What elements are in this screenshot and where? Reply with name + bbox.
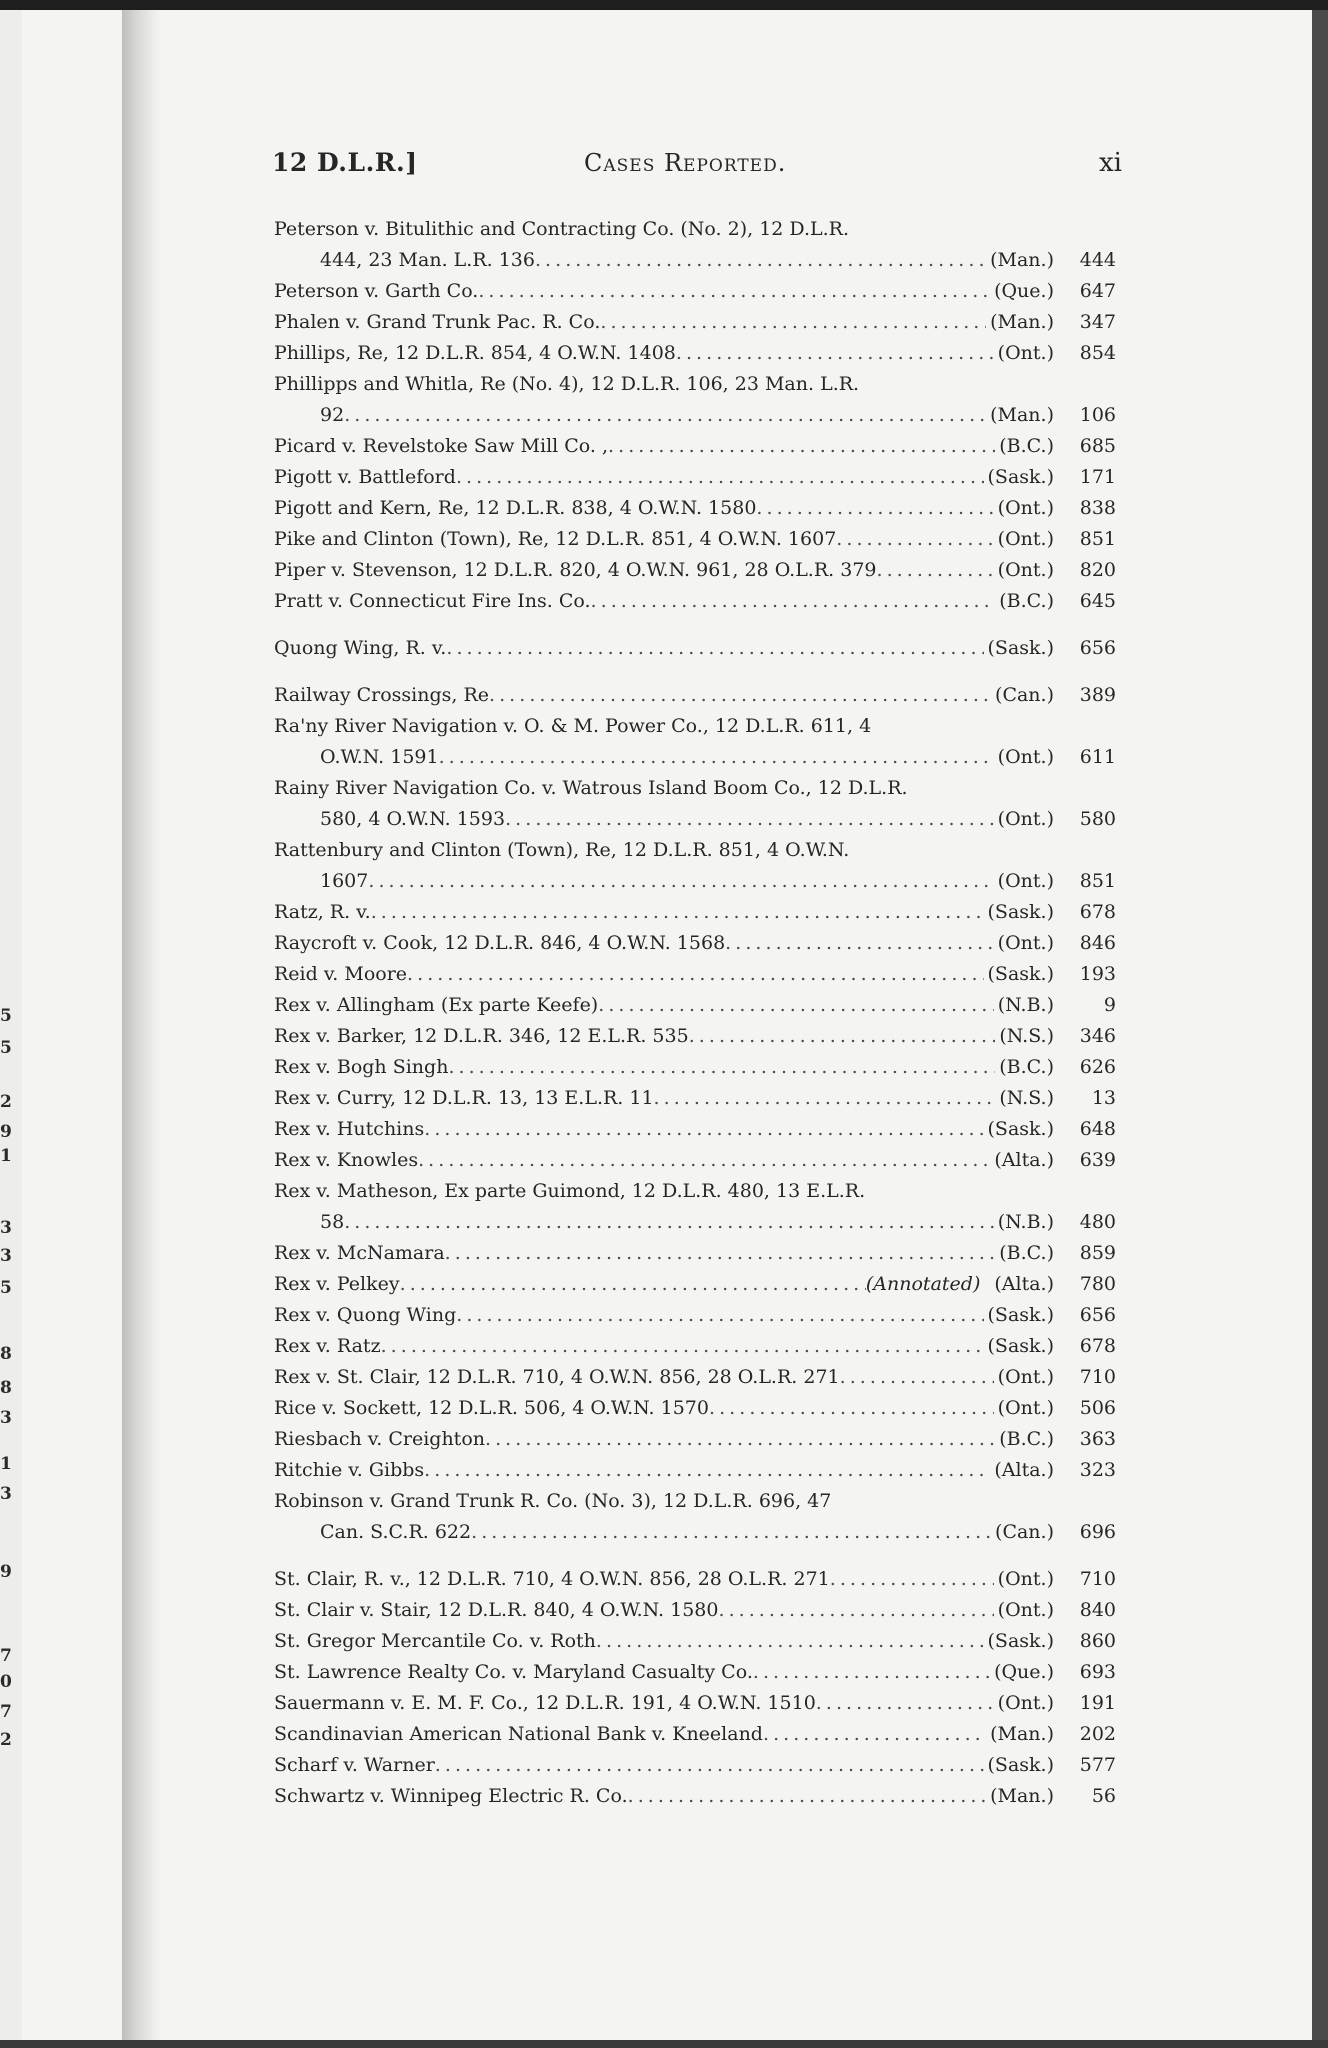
- case-title-line: Rattenbury and Clinton (Town), Re, 12 D.L.R. 851, 4 O.W.N.: [274, 839, 850, 861]
- court-label: (Can.): [995, 684, 1054, 706]
- court-label: (Ont.): [997, 746, 1054, 768]
- court-label: (Sask.): [987, 637, 1054, 659]
- case-page-number: 678: [1079, 901, 1116, 923]
- case-name: Schwartz v. Winnipeg Electric R. Co.: [274, 1785, 628, 1807]
- scan-right-edge: [1312, 10, 1328, 2040]
- dot-leader: [368, 866, 993, 897]
- case-page-number: 577: [1079, 1754, 1116, 1776]
- case-page-number: 106: [1079, 404, 1116, 426]
- case-name: St. Lawrence Realty Co. v. Maryland Casualty Co.: [274, 1661, 753, 1683]
- court-label: (Sask.): [987, 1335, 1054, 1357]
- dot-leader: [505, 804, 994, 835]
- case-page-number: 820: [1079, 559, 1116, 581]
- court-label: (Ont.): [997, 342, 1054, 364]
- court-label: (Ont.): [997, 1397, 1054, 1419]
- dot-leader: [439, 742, 994, 773]
- case-name: Rex v. Barker, 12 D.L.R. 346, 12 E.L.R. 535: [274, 1025, 689, 1047]
- case-name: Rice v. Sockett, 12 D.L.R. 506, 4 O.W.N. 1570: [274, 1397, 709, 1419]
- dot-leader: [600, 307, 986, 338]
- case-citation-line: [274, 680, 1116, 711]
- dot-leader: [591, 586, 996, 617]
- dot-leader: [598, 990, 993, 1021]
- court-label: (Ont.): [997, 559, 1054, 581]
- case-page-number: 851: [1079, 870, 1116, 892]
- case-page-number: 696: [1079, 1521, 1116, 1543]
- case-title-line: Peterson v. Bitulithic and Contracting Co. (No. 2), 12 D.L.R.: [274, 218, 850, 240]
- case-page-number: 56: [1091, 1785, 1116, 1807]
- case-entry: [274, 835, 1116, 897]
- court-label: (Ont.): [997, 808, 1054, 830]
- case-title-line: Ra'ny River Navigation v. O. & M. Power Co., 12 D.L.R. 611, 4: [274, 715, 872, 737]
- case-citation-line: [274, 1083, 1116, 1114]
- case-entry: [274, 1331, 1116, 1362]
- court-label: (B.C.): [999, 435, 1054, 457]
- case-citation-line: [274, 959, 1116, 990]
- case-entry: [274, 928, 1116, 959]
- court-label: (Que.): [994, 1661, 1054, 1683]
- case-entry: [274, 1626, 1116, 1657]
- margin-digit: 5: [0, 1006, 12, 1026]
- dot-leader: [448, 1052, 995, 1083]
- case-entry: [274, 680, 1116, 711]
- dot-leader: [471, 1517, 991, 1548]
- case-entry: [274, 431, 1116, 462]
- margin-digit: 8: [0, 1378, 12, 1398]
- margin-digit: 0: [0, 1672, 12, 1692]
- case-page-number: 647: [1079, 280, 1116, 302]
- margin-digit: 9: [0, 1122, 12, 1142]
- case-citation-line: [274, 1424, 1116, 1455]
- case-name: Rex v. McNamara: [274, 1242, 445, 1264]
- margin-digit: 8: [0, 1344, 12, 1364]
- case-entry: [274, 214, 1116, 276]
- case-page-number: 444: [1079, 249, 1116, 271]
- case-page-number: 171: [1079, 466, 1116, 488]
- case-citation-line: [274, 1719, 1116, 1750]
- case-citation-line: [274, 1300, 1116, 1331]
- case-name: Scharf v. Warner: [274, 1754, 435, 1776]
- dot-leader: [446, 633, 983, 664]
- case-title-line: Rainy River Navigation Co. v. Watrous Island Boom Co., 12 D.L.R.: [274, 777, 908, 799]
- margin-digit: 5: [0, 1278, 12, 1298]
- case-citation-line: [274, 1781, 1116, 1812]
- case-page-number: 626: [1079, 1056, 1116, 1078]
- case-citation-line: [274, 742, 1116, 773]
- court-label: (Sask.): [987, 1118, 1054, 1140]
- case-citation-line: [274, 1688, 1116, 1719]
- court-label: (N.B.): [997, 1211, 1054, 1233]
- margin-digit: 3: [0, 1484, 12, 1504]
- dot-leader: [489, 680, 991, 711]
- dot-leader: [718, 1595, 993, 1626]
- case-entry: [274, 1781, 1116, 1812]
- case-entry: [274, 990, 1116, 1021]
- court-label: (N.S.): [999, 1025, 1054, 1047]
- case-entry: [274, 1238, 1116, 1269]
- case-page-number: 656: [1079, 1304, 1116, 1326]
- case-name: Rex v. Allingham (Ex parte Keefe): [274, 994, 599, 1016]
- case-page-number: 860: [1079, 1630, 1116, 1652]
- case-citation-line: [274, 1269, 1116, 1300]
- court-label: (Alta.): [994, 1149, 1054, 1171]
- case-entry: [274, 711, 1116, 773]
- case-name: Rex v. Quong Wing: [274, 1304, 457, 1326]
- case-page-number: 13: [1091, 1087, 1116, 1109]
- court-label: (Ont.): [997, 1692, 1054, 1714]
- case-name: Rex v. Bogh Singh: [274, 1056, 449, 1078]
- court-label: (Alta.): [994, 1459, 1054, 1481]
- case-citation-line: [274, 1207, 1116, 1238]
- dot-leader: [830, 1564, 994, 1595]
- case-name: Can. S.C.R. 622: [320, 1521, 472, 1543]
- book-page: [0, 10, 1312, 2040]
- case-name: Railway Crossings, Re: [274, 684, 490, 706]
- dot-leader: [485, 1424, 995, 1455]
- case-citation-line: [274, 804, 1116, 835]
- case-citation-line: [274, 400, 1116, 431]
- dot-leader: [709, 1393, 994, 1424]
- book-gutter: [122, 10, 162, 2040]
- case-citation-line: [274, 1517, 1116, 1548]
- case-page-number: 851: [1079, 528, 1116, 550]
- case-citation-line: [274, 431, 1116, 462]
- margin-digit: 2: [0, 1730, 12, 1750]
- dot-leader: [456, 1300, 983, 1331]
- dot-leader: [371, 897, 984, 928]
- case-name: Pratt v. Connecticut Fire Ins. Co.: [274, 590, 591, 612]
- case-name: 580, 4 O.W.N. 1593: [320, 808, 506, 830]
- case-name: Quong Wing, R. v.: [274, 637, 447, 659]
- court-label: (Sask.): [987, 901, 1054, 923]
- case-entry: [274, 1114, 1116, 1145]
- case-citation-line: [274, 524, 1116, 555]
- case-entry: [274, 1052, 1116, 1083]
- dot-leader: [407, 959, 983, 990]
- court-label: (B.C.): [999, 1428, 1054, 1450]
- case-name: Phalen v. Grand Trunk Pac. R. Co.: [274, 311, 601, 333]
- case-citation-line: [274, 928, 1116, 959]
- case-name: St. Clair, R. v., 12 D.L.R. 710, 4 O.W.N. 856, 28 O.L.R. 271: [274, 1568, 830, 1590]
- case-citation-line: [274, 1657, 1116, 1688]
- margin-digit: 1: [0, 1454, 12, 1474]
- court-label: (Sask.): [987, 1304, 1054, 1326]
- case-page-number: 780: [1079, 1273, 1116, 1295]
- case-entry: [274, 1719, 1116, 1750]
- case-citation-line: [274, 1331, 1116, 1362]
- margin-digit: 7: [0, 1646, 12, 1666]
- case-name: Raycroft v. Cook, 12 D.L.R. 846, 4 O.W.N. 1568: [274, 932, 726, 954]
- case-name: Reid v. Moore: [274, 963, 408, 985]
- case-citation-line: [274, 1564, 1116, 1595]
- case-page-number: 389: [1079, 684, 1116, 706]
- case-entry: [274, 1688, 1116, 1719]
- case-page-number: 710: [1079, 1366, 1116, 1388]
- margin-digit: 3: [0, 1246, 12, 1266]
- case-page-number: 480: [1079, 1211, 1116, 1233]
- court-label: (Man.): [990, 311, 1054, 333]
- case-name: Rex v. Hutchins: [274, 1118, 425, 1140]
- dot-leader: [435, 1750, 984, 1781]
- dot-leader: [725, 928, 994, 959]
- dot-leader: [381, 1331, 984, 1362]
- dot-leader: [628, 1781, 986, 1812]
- court-label: (B.C.): [999, 1242, 1054, 1264]
- case-page-number: 9: [1103, 994, 1116, 1016]
- court-label: (B.C.): [999, 1056, 1054, 1078]
- case-name: 444, 23 Man. L.R. 136: [320, 249, 535, 271]
- case-name: Rex v. St. Clair, 12 D.L.R. 710, 4 O.W.N. 856, 28 O.L.R. 271: [274, 1366, 840, 1388]
- case-citation-line: [274, 1750, 1116, 1781]
- dot-leader: [816, 1688, 994, 1719]
- dot-leader: [424, 1455, 990, 1486]
- case-name: Sauermann v. E. M. F. Co., 12 D.L.R. 191, 4 O.W.N. 1510: [274, 1692, 816, 1714]
- case-entry: [274, 1595, 1116, 1626]
- case-page-number: 580: [1079, 808, 1116, 830]
- case-page-number: 347: [1079, 311, 1116, 333]
- case-entry: [274, 1393, 1116, 1424]
- dot-leader: [654, 1083, 996, 1114]
- case-entry: [274, 633, 1116, 664]
- case-page-number: 363: [1079, 1428, 1116, 1450]
- case-page-number: 645: [1079, 590, 1116, 612]
- court-label: (Ont.): [997, 1366, 1054, 1388]
- dot-leader: [418, 1145, 990, 1176]
- case-page-number: 506: [1079, 1397, 1116, 1419]
- case-citation-line: [274, 990, 1116, 1021]
- case-page-number: 678: [1079, 1335, 1116, 1357]
- case-entry: [274, 773, 1116, 835]
- annotation-note: (Annotated): [865, 1273, 981, 1295]
- case-name: O.W.N. 1591: [320, 746, 439, 768]
- court-label: (Man.): [990, 249, 1054, 271]
- case-entry: [274, 1424, 1116, 1455]
- case-entry: [274, 1021, 1116, 1052]
- case-citation-line: [274, 338, 1116, 369]
- dot-leader: [840, 1362, 994, 1393]
- court-label: (Ont.): [997, 932, 1054, 954]
- margin-digit: 1: [0, 1146, 12, 1166]
- dot-leader: [596, 1626, 984, 1657]
- court-label: (Sask.): [987, 1630, 1054, 1652]
- court-label: (Can.): [995, 1521, 1054, 1543]
- case-name: Rex v. Ratz: [274, 1335, 381, 1357]
- case-name: Ratz, R. v.: [274, 901, 371, 923]
- case-name: St. Gregor Mercantile Co. v. Roth: [274, 1630, 596, 1652]
- case-page-number: 838: [1079, 497, 1116, 519]
- case-name: Piper v. Stevenson, 12 D.L.R. 820, 4 O.W.N. 961, 28 O.L.R. 379: [274, 559, 877, 581]
- case-page-number: 840: [1079, 1599, 1116, 1621]
- court-label: (Man.): [990, 1723, 1054, 1745]
- case-citation-line: [274, 1052, 1116, 1083]
- dot-leader: [344, 400, 986, 431]
- case-name: Rex v. Pelkey: [274, 1273, 400, 1295]
- case-name: Ritchie v. Gibbs: [274, 1459, 425, 1481]
- case-page-number: 346: [1079, 1025, 1116, 1047]
- case-entry: [274, 1176, 1116, 1238]
- court-label: (Ont.): [997, 1568, 1054, 1590]
- case-citation-line: [274, 866, 1116, 897]
- case-page-number: 611: [1079, 746, 1116, 768]
- case-page-number: 191: [1079, 1692, 1116, 1714]
- margin-digit: 3: [0, 1408, 12, 1428]
- case-name: Pigott v. Battleford: [274, 466, 456, 488]
- court-label: (N.B.): [997, 994, 1054, 1016]
- court-label: (Alta.): [994, 1273, 1054, 1295]
- case-entry: [274, 1300, 1116, 1331]
- top-border: [0, 0, 1328, 10]
- case-entry: [274, 1455, 1116, 1486]
- dot-leader: [877, 555, 994, 586]
- running-header: [272, 148, 1122, 188]
- court-label: (N.S.): [999, 1087, 1054, 1109]
- court-label: (Sask.): [987, 1754, 1054, 1776]
- case-citation-line: [274, 555, 1116, 586]
- dot-leader: [836, 524, 993, 555]
- court-label: (Que.): [994, 280, 1054, 302]
- case-entry: [274, 1486, 1116, 1548]
- court-label: (Ont.): [997, 497, 1054, 519]
- case-page-number: 648: [1079, 1118, 1116, 1140]
- case-entry: [274, 1564, 1116, 1595]
- cases-list: [274, 214, 1116, 1812]
- case-entry: [274, 276, 1116, 307]
- court-label: (Ont.): [997, 1599, 1054, 1621]
- case-entry: [274, 586, 1116, 617]
- dot-leader: [456, 462, 984, 493]
- dot-leader: [478, 276, 990, 307]
- case-entry: [274, 369, 1116, 431]
- case-citation-line: [274, 307, 1116, 338]
- court-label: (Man.): [990, 1785, 1054, 1807]
- case-entry: [274, 1269, 1116, 1300]
- case-page-number: 846: [1079, 932, 1116, 954]
- margin-digit: 2: [0, 1092, 12, 1112]
- case-entry: [274, 555, 1116, 586]
- case-entry: [274, 959, 1116, 990]
- case-entry: [274, 1362, 1116, 1393]
- case-citation-line: [274, 1238, 1116, 1269]
- volume-label: 12 D.L.R.]: [272, 148, 418, 177]
- case-entry: [274, 1657, 1116, 1688]
- case-citation-line: [274, 245, 1116, 276]
- case-citation-line: [274, 1595, 1116, 1626]
- case-title-line: Phillipps and Whitla, Re (No. 4), 12 D.L.R. 106, 23 Man. L.R.: [274, 373, 860, 395]
- case-entry: [274, 1145, 1116, 1176]
- case-name: Pike and Clinton (Town), Re, 12 D.L.R. 851, 4 O.W.N. 1607: [274, 528, 837, 550]
- case-citation-line: [274, 633, 1116, 664]
- case-page-number: 202: [1079, 1723, 1116, 1745]
- case-name: 1607: [320, 870, 369, 892]
- case-name: 92: [320, 404, 345, 426]
- dot-leader: [676, 338, 994, 369]
- case-entry: [274, 897, 1116, 928]
- previous-page-edge: [0, 10, 22, 2040]
- case-title-line: Rex v. Matheson, Ex parte Guimond, 12 D.L.R. 480, 13 E.L.R.: [274, 1180, 866, 1202]
- case-name: Picard v. Revelstoke Saw Mill Co. ,: [274, 435, 609, 457]
- case-citation-line: [274, 586, 1116, 617]
- dot-leader: [753, 1657, 990, 1688]
- case-name: Rex v. Curry, 12 D.L.R. 13, 13 E.L.R. 11: [274, 1087, 654, 1109]
- court-label: (Sask.): [987, 963, 1054, 985]
- case-name: Peterson v. Garth Co.: [274, 280, 479, 302]
- case-page-number: 193: [1079, 963, 1116, 985]
- page-number: xi: [1099, 148, 1122, 178]
- case-entry: [274, 462, 1116, 493]
- case-page-number: 639: [1079, 1149, 1116, 1171]
- case-page-number: 710: [1079, 1568, 1116, 1590]
- dot-leader: [400, 1269, 866, 1300]
- case-citation-line: [274, 1362, 1116, 1393]
- case-citation-line: [274, 1455, 1116, 1486]
- case-page-number: 859: [1079, 1242, 1116, 1264]
- case-entry: [274, 1083, 1116, 1114]
- case-name: Scandinavian American National Bank v. Kneeland: [274, 1723, 763, 1745]
- case-page-number: 656: [1079, 637, 1116, 659]
- case-page-number: 685: [1079, 435, 1116, 457]
- dot-leader: [535, 245, 986, 276]
- case-name: St. Clair v. Stair, 12 D.L.R. 840, 4 O.W.N. 1580: [274, 1599, 719, 1621]
- page-title: Cases Reported.: [584, 149, 787, 177]
- case-citation-line: [274, 1393, 1116, 1424]
- case-name: Phillips, Re, 12 D.L.R. 854, 4 O.W.N. 1408: [274, 342, 676, 364]
- dot-leader: [608, 431, 995, 462]
- case-entry: [274, 1750, 1116, 1781]
- case-citation-line: [274, 276, 1116, 307]
- case-entry: [274, 307, 1116, 338]
- court-label: (B.C.): [999, 590, 1054, 612]
- case-entry: [274, 338, 1116, 369]
- case-citation-line: [274, 462, 1116, 493]
- case-citation-line: [274, 1021, 1116, 1052]
- case-page-number: 693: [1079, 1661, 1116, 1683]
- court-label: (Man.): [990, 404, 1054, 426]
- case-citation-line: [274, 1145, 1116, 1176]
- margin-digit: 7: [0, 1702, 12, 1722]
- court-label: (Ont.): [997, 528, 1054, 550]
- court-label: (Sask.): [987, 466, 1054, 488]
- case-page-number: 854: [1079, 342, 1116, 364]
- margin-digit: 9: [0, 1562, 12, 1582]
- case-name: Rex v. Knowles: [274, 1149, 419, 1171]
- margin-digit: 5: [0, 1038, 12, 1058]
- case-citation-line: [274, 1626, 1116, 1657]
- case-entry: [274, 524, 1116, 555]
- dot-leader: [424, 1114, 983, 1145]
- case-name: Pigott and Kern, Re, 12 D.L.R. 838, 4 O.W.N. 1580: [274, 497, 757, 519]
- case-citation-line: [274, 897, 1116, 928]
- dot-leader: [689, 1021, 996, 1052]
- dot-leader: [344, 1207, 994, 1238]
- case-citation-line: [274, 493, 1116, 524]
- dot-leader: [756, 493, 993, 524]
- case-entry: [274, 493, 1116, 524]
- case-citation-line: [274, 1114, 1116, 1145]
- dot-leader: [763, 1719, 986, 1750]
- case-name: 58: [320, 1211, 345, 1233]
- case-page-number: 323: [1079, 1459, 1116, 1481]
- margin-digit: 3: [0, 1218, 12, 1238]
- case-name: Riesbach v. Creighton: [274, 1428, 485, 1450]
- court-label: (Ont.): [997, 870, 1054, 892]
- case-title-line: Robinson v. Grand Trunk R. Co. (No. 3), 12 D.L.R. 696, 47: [274, 1490, 832, 1512]
- dot-leader: [445, 1238, 996, 1269]
